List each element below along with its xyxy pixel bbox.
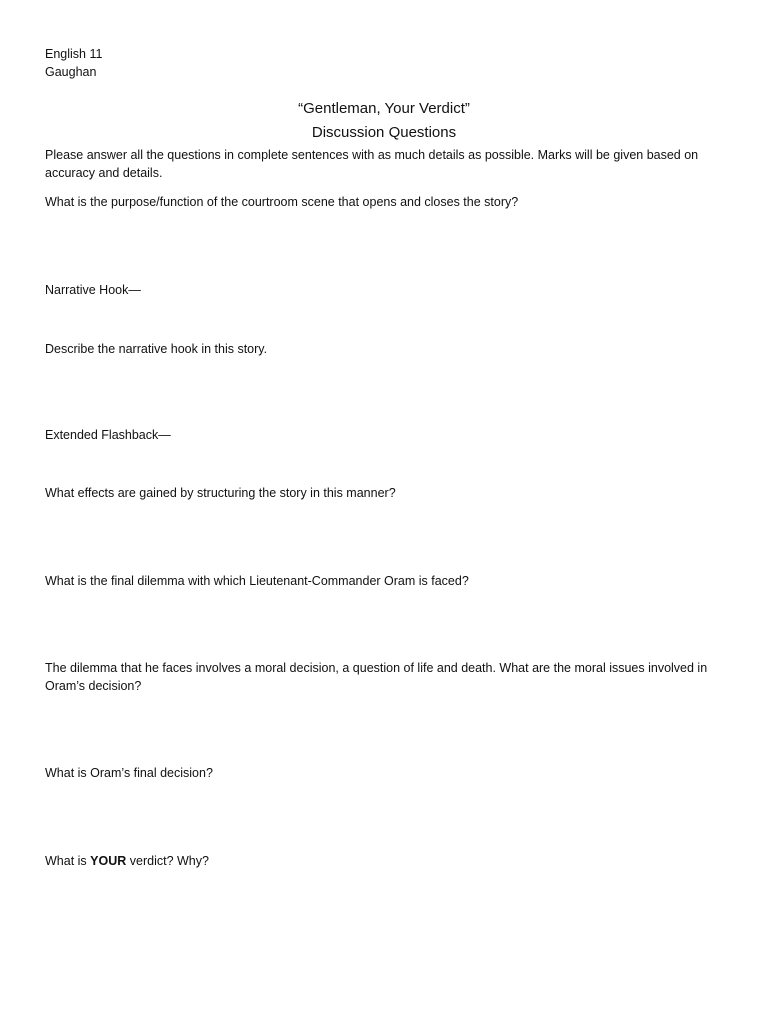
question-5: The dilemma that he faces involves a moral decision, a question of life and death. What are the moral issues involved in Oram’s decision? [45, 661, 708, 693]
question-7-suffix: verdict? Why? [126, 854, 209, 868]
teacher-name: Gaughan [45, 65, 97, 79]
question-7-prefix: What is [45, 854, 91, 868]
question-4: What is the final dilemma with which Lieutenant-Commander Oram is faced? [45, 574, 469, 588]
question-2: Describe the narrative hook in this story. [45, 342, 268, 356]
course-label: English 11 [45, 47, 103, 61]
page-subtitle: Discussion Questions [311, 124, 457, 141]
instructions: Please answer all the questions in complete sentences with as much details as possible. Marks will be given based on accuracy and details. [45, 148, 699, 180]
question-3: What effects are gained by structuring the story in this manner? [45, 486, 396, 500]
question-6: What is Oram’s final decision? [45, 766, 213, 780]
question-7-emphasis: YOUR [90, 854, 127, 868]
question-1: What is the purpose/function of the courtroom scene that opens and closes the story? [45, 195, 519, 209]
question-7 [45, 852, 209, 870]
term-extended-flashback: Extended Flashback— [45, 428, 171, 442]
term-narrative-hook: Narrative Hook— [45, 283, 141, 297]
page-title: “Gentleman, Your Verdict” [298, 100, 470, 117]
